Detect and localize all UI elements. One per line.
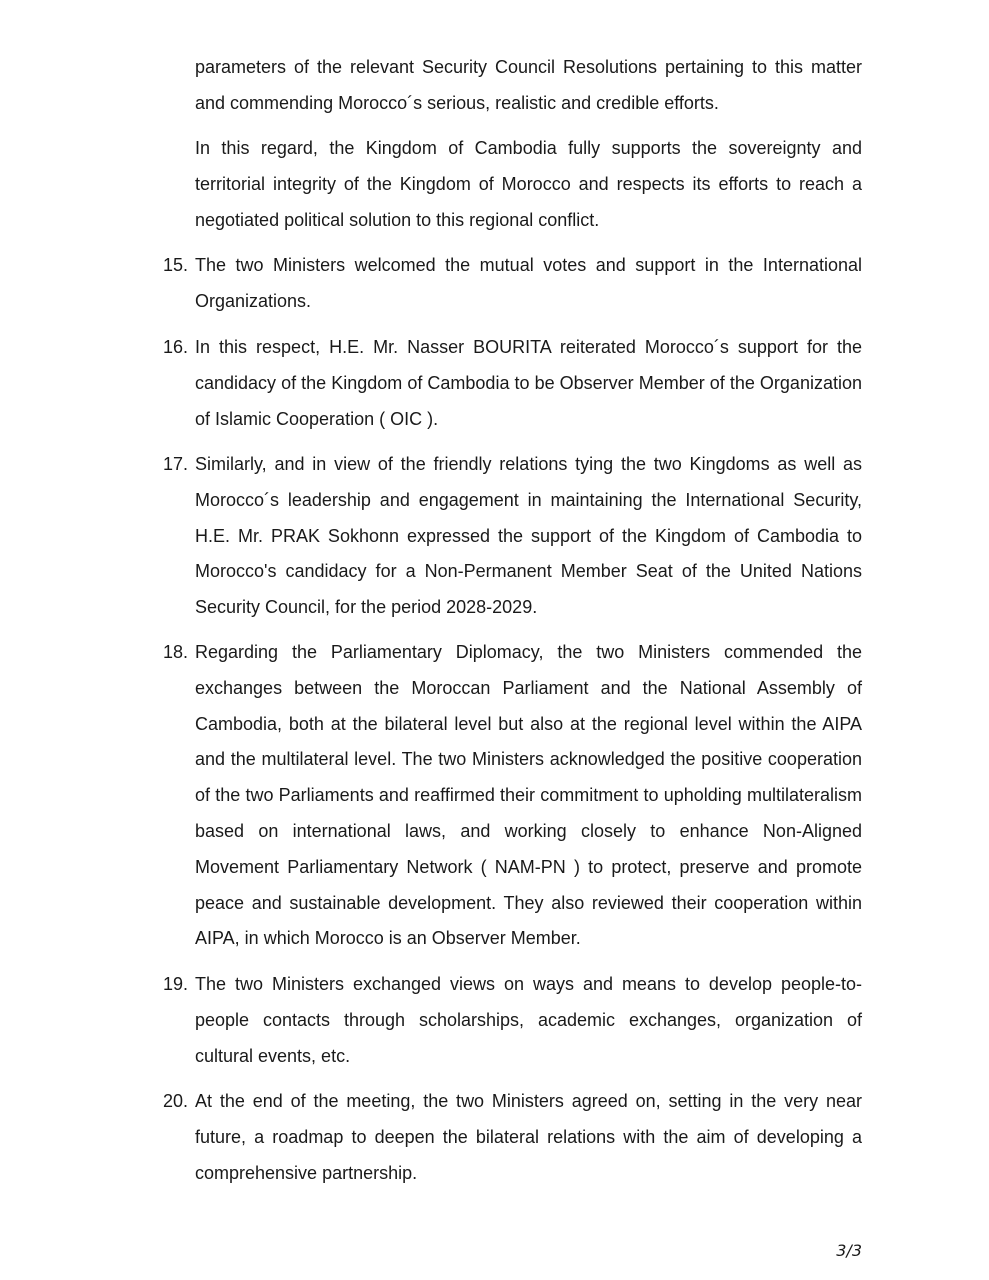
item-number-16: 16.: [163, 337, 189, 357]
item-number-17: 17.: [163, 454, 189, 474]
paragraph-cambodia-support: In this regard, the Kingdom of Cambodia fully supports the sovereignty and territorial integrity of the Kingdom of Morocco and respects its efforts to reach a negotiated political solution to this regional conflict.: [195, 138, 862, 230]
item-number-19: 19.: [163, 974, 189, 994]
item-text-15: The two Ministers welcomed the mutual votes and support in the International Organizations.: [195, 255, 862, 311]
paragraph-continuation: parameters of the relevant Security Council Resolutions pertaining to this matter and commending Morocco´s serious, realistic and credible efforts.: [195, 57, 862, 113]
item-text-17: Similarly, and in view of the friendly relations tying the two Kingdoms as well as Morocco´s leadership and engagement in maintaining the International Security, H.E. Mr. PRAK Sokhonn expressed the support of the Kingdom of Cambodia to Morocco's candidacy for a Non-Permanent Member Seat of the United Nations Security Council, for the period 2028-2029.: [195, 454, 862, 618]
item-text-16: In this respect, H.E. Mr. Nasser BOURITA reiterated Morocco´s support for the candidacy of the Kingdom of Cambodia to be Observer Member of the Organization of Islamic Cooperation ( OIC ).: [195, 337, 862, 429]
page-number: 3/3: [836, 1241, 862, 1260]
item-number-18: 18.: [163, 642, 189, 662]
item-text-20: At the end of the meeting, the two Ministers agreed on, setting in the very near future, a roadmap to deepen the bilateral relations with the aim of developing a comprehensive partnership.: [195, 1091, 862, 1183]
item-number-20: 20.: [163, 1091, 189, 1111]
item-text-19: The two Ministers exchanged views on ways and means to develop people-to-people contacts through scholarships, academic exchanges, organization of cultural events, etc.: [195, 974, 862, 1066]
item-number-15: 15.: [163, 255, 189, 275]
item-text-18: Regarding the Parliamentary Diplomacy, the two Ministers commended the exchanges between the Moroccan Parliament and the National Assembly of Cambodia, both at the bilateral level but also at the regional level within the AIPA and the multilateral level. The two Ministers acknowledged the positive cooperation of the two Parliaments and reaffirmed their commitment to upholding multilateralism based on international laws, and working closely to enhance Non-Aligned Movement Parliamentary Network ( NAM-PN ) to protect, preserve and promote peace and sustainable development. They also reviewed their cooperation within AIPA, in which Morocco is an Observer Member.: [195, 642, 862, 949]
